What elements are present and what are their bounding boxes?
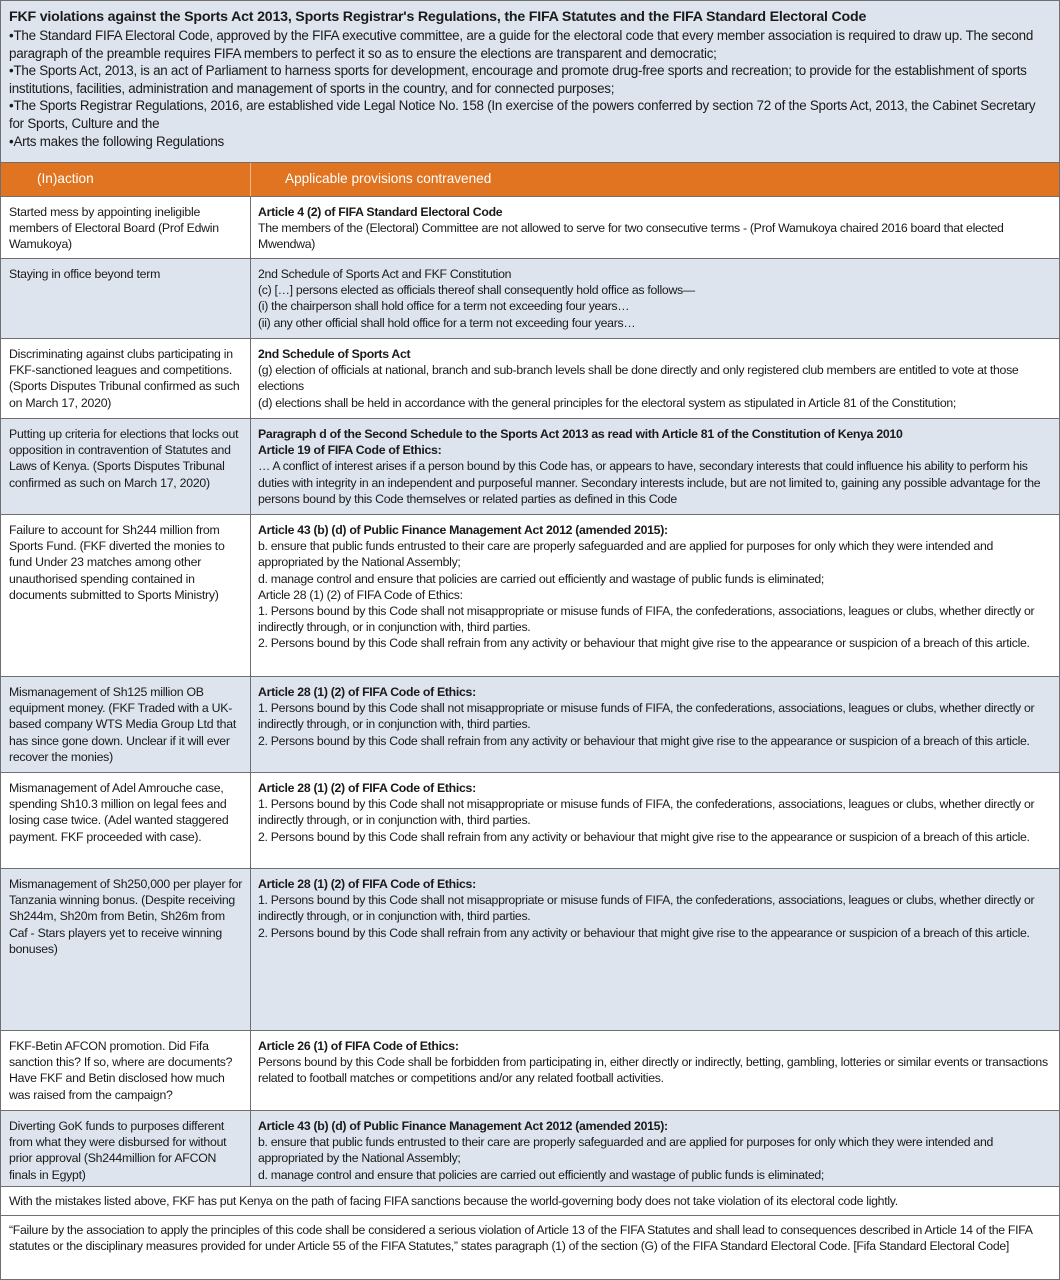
- provision-line: 1. Persons bound by this Code shall not misappropriate or misuse funds of FIFA, the confederations, associations, leagues or clubs, whether directly or indirectly through, or in conjunction with, third parties.: [258, 701, 1035, 732]
- header-inaction: (In)action: [1, 163, 251, 196]
- provisions-cell: [251, 677, 1059, 772]
- table-row: [1, 773, 1059, 869]
- table-row: [1, 419, 1059, 515]
- intro-bullet: •Arts makes the following Regulations: [9, 133, 225, 149]
- footer-note: With the mistakes listed above, FKF has put Kenya on the path of facing FIFA sanctions because the world-governing body does not take violation of its electoral code lightly.: [1, 1187, 1059, 1216]
- inaction-cell: Mismanagement of Adel Amrouche case, spending Sh10.3 million on legal fees and losing case twice. (Adel wanted staggered payment. FKF proceeded with case).: [1, 773, 251, 868]
- provisions-cell: [251, 1031, 1059, 1110]
- table-row: [1, 515, 1059, 677]
- provision-subtitle: Article 19 of FIFA Code of Ethics:: [258, 443, 442, 458]
- footer-quote: “Failure by the association to apply the principles of this code shall be considered a serious violation of Article 13 of the FIFA Statutes and shall lead to consequences described in Article 14 of the FIFA statutes or the disciplinary measures provided for under Article 55 of the FIFA Statutes,” states paragraph (1) of the section (G) of the FIFA Standard Electoral Code. [Fifa Standard Electoral Code]: [1, 1216, 1059, 1260]
- provisions-cell: [251, 515, 1059, 676]
- inaction-cell: FKF-Betin AFCON promotion. Did Fifa sanction this? If so, where are documents? Have FKF and Betin disclosed how much was raised from the campaign?: [1, 1031, 251, 1110]
- inaction-cell: Mismanagement of Sh250,000 per player for Tanzania winning bonus. (Despite receiving Sh244m, Sh20m from Betin, Sh26m from Caf - Stars players yet to receive winning bonuses): [1, 869, 251, 1030]
- provision-line: … A conflict of interest arises if a person bound by this Code has, or appears to have, secondary interests that could influence his ability to perform his duties with integrity in an independent and purposeful manner. Secondary interests include, but are not limited to, gaining any possible advantage for the persons bound by this Code themselves or related parties as defined in this Code: [258, 459, 1041, 506]
- provision-line: 1. Persons bound by this Code shall not misappropriate or misuse funds of FIFA, the confederations, associations, leagues or clubs, whether directly or indirectly through, or in conjunction with, third parties.: [258, 797, 1035, 828]
- provision-line: b. ensure that public funds entrusted to their care are properly safeguarded and are applied for purposes for only which they were intended and appropriated by the National Assembly;: [258, 539, 994, 570]
- inaction-cell: Diverting GoK funds to purposes different from what they were disbursed for without prior approval (Sh244million for AFCON finals in Egypt): [1, 1111, 251, 1186]
- table-row: [1, 1031, 1059, 1111]
- provision-line: 2. Persons bound by this Code shall refrain from any activity or behaviour that might give rise to the appearance or suspicion of a breach of this article.: [258, 636, 1030, 651]
- provision-title: Article 26 (1) of FIFA Code of Ethics:: [258, 1039, 459, 1053]
- provision-line: (ii) any other official shall hold office for a term not exceeding four years…: [258, 315, 636, 330]
- page-title: FKF violations against the Sports Act 2013, Sports Registrar's Regulations, the FIFA Statutes and the FIFA Standard Electoral Code: [9, 9, 867, 25]
- provisions-cell: [251, 1111, 1059, 1186]
- provision-title: Paragraph d of the Second Schedule to the Sports Act 2013 as read with Article 81 of the Constitution of Kenya 2010: [258, 427, 903, 441]
- intro-bullet: •The Standard FIFA Electoral Code, approved by the FIFA executive committee, are a guide for the electoral code that every member association is required to draw up. The second paragraph of the preamble requires FIFA members to perfect it so as to ensure the elections are transparent and democratic;: [9, 28, 1034, 61]
- provision-title: Article 43 (b) (d) of Public Finance Management Act 2012 (amended 2015):: [258, 1119, 668, 1133]
- provisions-cell: [251, 419, 1059, 514]
- provision-line: (d) elections shall be held in accordance with the general principles for the electoral system as stipulated in Article 81 of the Constitution;: [258, 395, 957, 410]
- provision-line: (c) […] persons elected as officials thereof shall consequently hold office as follows—: [258, 283, 695, 298]
- table-row: [1, 339, 1059, 419]
- provision-line: 2. Persons bound by this Code shall refrain from any activity or behaviour that might give rise to the appearance or suspicion of a breach of this article.: [258, 925, 1030, 940]
- provision-line: 1. Persons bound by this Code shall not misappropriate or misuse funds of FIFA, the confederations, associations, leagues or clubs, whether directly or indirectly through, or in conjunction with, third parties.: [258, 893, 1035, 924]
- intro-bullet: •The Sports Registrar Regulations, 2016, are established vide Legal Notice No. 158 (In exercise of the powers conferred by section 72 of the Sports Act, 2013, the Cabinet Secretary for Sports, Culture and the: [9, 98, 1036, 131]
- provisions-cell: [251, 773, 1059, 868]
- provision-line: Persons bound by this Code shall be forbidden from participating in, either directly or indirectly, betting, gambling, lotteries or similar events or transactions related to football matches or competitions and/or any related football activities.: [258, 1055, 1048, 1086]
- inaction-cell: Failure to account for Sh244 million from Sports Fund. (FKF diverted the monies to fund Under 23 matches among other unauthorised spending contained in documents submitted to Sports Ministry): [1, 515, 251, 676]
- table-row: [1, 197, 1059, 259]
- provision-title: 2nd Schedule of Sports Act: [258, 347, 411, 361]
- table-header: [1, 163, 1059, 197]
- table-row: [1, 869, 1059, 1031]
- header-provisions: Applicable provisions contravened: [285, 171, 492, 186]
- provision-line: 1. Persons bound by this Code shall not misappropriate or misuse funds of FIFA, the confederations, associations, leagues or clubs, whether directly or indirectly through, or in conjunction with, third parties.: [258, 604, 1035, 635]
- provision-title: Article 43 (b) (d) of Public Finance Management Act 2012 (amended 2015):: [258, 523, 668, 537]
- provision-title: Article 4 (2) of FIFA Standard Electoral Code: [258, 205, 503, 219]
- inaction-cell: Staying in office beyond term: [1, 259, 251, 338]
- provision-line: The members of the (Electoral) Committee are not allowed to serve for two consecutive terms - (Prof Wamukoya chaired 2016 board that elected Mwendwa): [258, 221, 1004, 252]
- table-row: [1, 259, 1059, 339]
- provision-line: d. manage control and ensure that policies are carried out efficiently and wastage of public funds is eliminated;: [258, 1167, 825, 1182]
- provision-line: (g) election of officials at national, branch and sub-branch levels shall be done directly and only registered club members are entitled to vote at those elections: [258, 363, 1019, 394]
- provisions-cell: [251, 259, 1059, 338]
- provision-line: d. manage control and ensure that policies are carried out efficiently and wastage of public funds is eliminated;: [258, 571, 825, 586]
- provision-line: 2. Persons bound by this Code shall refrain from any activity or behaviour that might give rise to the appearance or suspicion of a breach of this article.: [258, 733, 1030, 748]
- table-row: [1, 1111, 1059, 1187]
- provision-line: b. ensure that public funds entrusted to their care are properly safeguarded and are applied for purposes for only which they were intended and appropriated by the National Assembly;: [258, 1135, 994, 1166]
- provision-title: Article 28 (1) (2) of FIFA Code of Ethics:: [258, 781, 476, 795]
- provision-line: 2. Persons bound by this Code shall refrain from any activity or behaviour that might give rise to the appearance or suspicion of a breach of this article.: [258, 829, 1030, 844]
- intro-bullet: •The Sports Act, 2013, is an act of Parliament to harness sports for development, encourage and promote drug-free sports and recreation; to provide for the establishment of sports institutions, facilities, administration and management of sports in the country, and for connected purposes;: [9, 63, 1027, 96]
- intro-box: [1, 1, 1059, 163]
- provision-title: Article 28 (1) (2) of FIFA Code of Ethics:: [258, 877, 476, 891]
- provision-line: Article 28 (1) (2) of FIFA Code of Ethics:: [258, 587, 463, 602]
- provision-title: Article 28 (1) (2) of FIFA Code of Ethics:: [258, 685, 476, 699]
- provisions-cell: [251, 339, 1059, 418]
- provisions-cell: [251, 197, 1059, 258]
- inaction-cell: Putting up criteria for elections that locks out opposition in contravention of Statutes and Laws of Kenya. (Sports Disputes Tribunal confirmed as such on March 17, 2020): [1, 419, 251, 514]
- inaction-cell: Mismanagement of Sh125 million OB equipment money. (FKF Traded with a UK-based company WTS Media Group Ltd that has since gone down. Unclear if it will ever recover the monies): [1, 677, 251, 772]
- inaction-cell: Discriminating against clubs participating in FKF-sanctioned leagues and competitions. (Sports Disputes Tribunal confirmed as such on March 17, 2020): [1, 339, 251, 418]
- provision-line: (i) the chairperson shall hold office for a term not exceeding four years…: [258, 299, 630, 314]
- provisions-cell: [251, 869, 1059, 1030]
- inaction-cell: Started mess by appointing ineligible members of Electoral Board (Prof Edwin Wamukoya): [1, 197, 251, 258]
- provision-line: 2nd Schedule of Sports Act and FKF Constitution: [258, 267, 512, 281]
- table-row: [1, 677, 1059, 773]
